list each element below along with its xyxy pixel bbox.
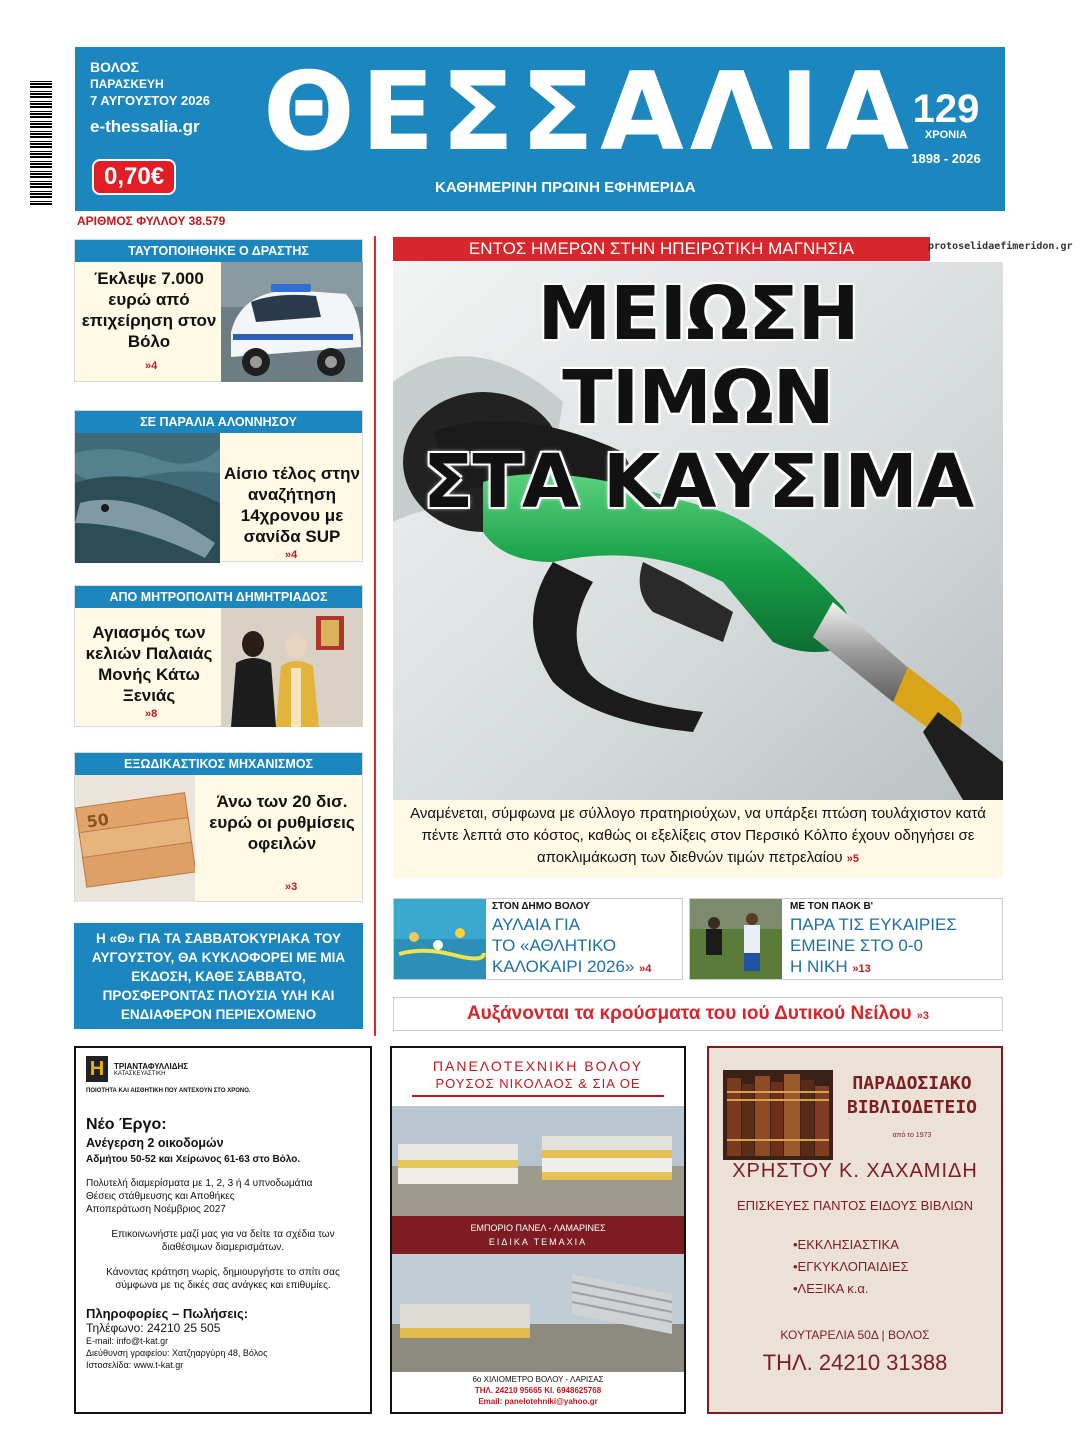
main-lede	[393, 800, 1003, 878]
ad-office: Διεύθυνση γραφείου: Χατζηαργύρη 48, Βόλος	[86, 1348, 268, 1358]
football-photo	[690, 899, 782, 979]
years-word: ΧΡΟΝΙΑ	[924, 129, 968, 141]
weekday: ΠΑΡΑΣΚΕΥΗ	[90, 77, 164, 91]
page-ref: »4	[285, 549, 298, 561]
newspaper-logo: ΘΕΣΣΑΛΙΑ	[263, 50, 916, 175]
watermark: protoselidaefimeridon.gr	[928, 241, 1073, 252]
website-link[interactable]: e-thessalia.gr	[90, 117, 200, 136]
swimming-photo	[394, 899, 486, 979]
ad-feature: Αποπεράτωση Νοέμβριος 2027	[86, 1204, 226, 1215]
panel-stacks-photo	[392, 1106, 684, 1216]
story-headline[interactable]: Αίσιο τέλος στην αναζήτηση 14χρονου με σανίδα SUP	[224, 464, 360, 546]
mini-headline[interactable]	[492, 914, 651, 980]
story-headline[interactable]: Αγιασμός των κελιών Παλαιάς Μονής Κάτω Ξενιάς	[85, 623, 213, 705]
story-box-police[interactable]	[74, 239, 363, 382]
mini-headline-line: ΚΑΛΟΚΑΙΡΙ 2026»	[492, 957, 635, 976]
headline-line-2: ΣΤΑ ΚΑΥΣΙΜΑ	[422, 439, 974, 525]
story-box-debt[interactable]	[74, 752, 363, 902]
main-headline[interactable]	[393, 272, 1003, 524]
clergy-photo	[221, 608, 363, 727]
ad-title: ΠΑΝΕΛΟΤΕΧΝΙΚΗ ΒΟΛΟΥ	[432, 1058, 644, 1074]
band-line: ΕΜΠΟΡΙΟ ΠΑΝΕΛ - ΛΑΜΑΡΙΝΕΣ	[470, 1223, 606, 1233]
page-ref: »8	[145, 708, 158, 720]
mini-headline-line: ΤΟ «ΑΘΛΗΤΙΚΟ	[492, 936, 617, 955]
mini-kicker: ΣΤΟΝ ΔΗΜΟ ΒΟΛΟΥ	[492, 901, 590, 912]
story-box-clergy[interactable]	[74, 585, 363, 727]
ad-web: Ιστοσελίδα: www.t-kat.gr	[86, 1360, 184, 1370]
mini-headline-line: ΕΜΕΙΝΕ ΣΤΟ 0-0	[790, 936, 924, 955]
page-ref: »3	[285, 881, 298, 893]
ad-title-line: ΠΑΡΑΔΟΣΙΑΚΟ	[852, 1073, 972, 1094]
page-ref: »4	[639, 963, 652, 975]
alert-text: Αυξάνονται τα κρούσματα του ιού Δυτικού Νείλου	[466, 1003, 912, 1024]
ad-feature: Πολυτελή διαμερίσματα με 1, 2, 3 ή 4 υπνοδωμάτια	[86, 1178, 313, 1189]
column-divider	[374, 236, 376, 1036]
company-logo-icon: H	[86, 1056, 108, 1082]
ad-services: ΕΠΙΣΚΕΥΕΣ ΠΑΝΤΟΣ ΕΙΔΟΥΣ ΒΙΒΛΙΩΝ	[736, 1198, 973, 1213]
lede-text: Αναμένεται, σύμφωνα με σύλλογο πρατηριούχων, να υπάρξει πτώση τουλάχιστον κατά πέντε λεπτά στο κόστος, καθώς οι εξελίξεις στον Περσικό Κόλπο έχουν οδηγήσει σε αποκλιμάκωση των διεθνών τιμών πετρελαίου	[410, 805, 986, 866]
page-ref: »3	[916, 1010, 930, 1022]
masthead-info	[90, 59, 210, 137]
company-name: ΤΡΙΑΝΤΑΦΥΛΛΙΔΗΣ	[114, 1061, 189, 1071]
story-box-football[interactable]	[689, 898, 1003, 980]
ad-panels[interactable]	[390, 1046, 686, 1414]
ad-phone: Τηλέφωνο: 24210 25 505	[86, 1321, 221, 1335]
ad-email: Email: panelotehniki@yahoo.gr	[478, 1397, 598, 1406]
sup-board-photo	[75, 433, 220, 563]
company-sub: ΚΑΤΑΣΚΕΥΑΣΤΙΚΗ	[114, 1070, 166, 1077]
page-ref: »5	[846, 853, 859, 865]
ad-band	[392, 1216, 684, 1254]
service-item: •ΕΚΚΛΗΣΙΑΣΤΙΚΑ	[793, 1237, 899, 1252]
masthead	[75, 47, 1005, 211]
ad-service-list	[793, 1234, 909, 1300]
page-ref: »13	[852, 963, 871, 975]
ad-features	[86, 1177, 360, 1216]
police-car-photo	[221, 262, 363, 382]
service-item: •ΛΕΞΙΚΑ κ.α.	[793, 1281, 869, 1296]
ad-title	[837, 1072, 987, 1120]
construction-logo	[86, 1056, 360, 1082]
ad-location: 6ο ΧΙΛΙΟΜΕΤΡΟ ΒΟΛΟΥ - ΛΑΡΙΣΑΣ	[472, 1375, 604, 1384]
story-kicker: ΣΕ ΠΑΡΑΛΙΑ ΑΛΟΝΝΗΣΟΥ	[75, 411, 362, 433]
ad-footer	[392, 1374, 684, 1407]
ad-bookbinding[interactable]	[707, 1046, 1003, 1414]
mini-headline-line: ΠΑΡΑ ΤΙΣ ΕΥΚΑΙΡΙΕΣ	[790, 915, 957, 934]
page-ref: »4	[145, 360, 158, 372]
story-headline[interactable]: Έκλεψε 7.000 ευρώ από επιχείρηση στον Βόλο	[81, 269, 217, 351]
story-headline[interactable]: Άνω των 20 δισ. ευρώ οι ρυθμίσεις οφειλών	[209, 792, 355, 853]
band-line: ΕΙΔΙΚΑ ΤΕΜΑΧΙΑ	[488, 1237, 588, 1247]
ad-construction[interactable]	[74, 1046, 372, 1414]
ad-address: ΚΟΥΤΑΡΕΛΙΑ 50Δ | ΒΟΛΟΣ	[780, 1328, 930, 1342]
mini-headline-line: Η ΝΙΚΗ	[790, 957, 848, 976]
ad-feature: Θέσεις στάθμευσης και Αποθήκες	[86, 1191, 235, 1202]
anniversary-badge	[901, 89, 991, 166]
price-badge: 0,70€	[92, 159, 176, 195]
ad-since: από το 1973	[892, 1132, 932, 1139]
ad-info-title: Πληροφορίες – Πωλήσεις:	[86, 1306, 249, 1321]
service-item: •ΕΓΚΥΚΛΟΠΑΙΔΙΕΣ	[793, 1259, 909, 1274]
mini-headline-line: ΑΥΛΑΙΑ ΓΙΑ	[492, 915, 581, 934]
ad-contact-note: Επικοινωνήστε μαζί μας για να δείτε τα σχέδια των διαθέσιμων διαμερισμάτων.	[111, 1229, 335, 1253]
ad-booking-note: Κάνοντας κράτηση νωρίς, δημιουργήστε το σπίτι σας σύμφωνα με τις δικές σας ανάγκες και επιθυμίες.	[106, 1267, 340, 1291]
company-claim: ΠΟΙΟΤΗΤΑ ΚΑΙ ΑΙΣΘΗΤΙΚΗ ΠΟΥ ΑΝΤΕΧΟΥΝ ΣΤΟ ΧΡΟΝΟ.	[86, 1088, 251, 1094]
story-kicker: ΕΞΩΔΙΚΑΣΤΙΚΟΣ ΜΗΧΑΝΙΣΜΟΣ	[75, 753, 362, 775]
story-box-sup[interactable]	[74, 410, 363, 562]
ad-subtitle: ΡΟΥΣΟΣ ΝΙΚΟΛΑΟΣ & ΣΙΑ ΟΕ	[412, 1076, 664, 1097]
ad-email: E-mail: info@t-kat.gr	[86, 1336, 169, 1346]
ad-phones: ΤΗΛ. 24210 95665 ΚΙ. 6948625768	[474, 1386, 602, 1395]
headline-line-1: ΜΕΙΩΣΗ ΤΙΜΩΝ	[537, 271, 859, 441]
ad-phone: ΤΗΛ. 24210 31388	[762, 1350, 948, 1375]
years-number: 129	[912, 87, 980, 131]
city: ΒΟΛΟΣ	[90, 59, 139, 75]
west-nile-alert[interactable]	[393, 997, 1003, 1031]
ad-owner: ΧΡΗΣΤΟΥ Κ. ΧΑΧΑΜΙΔΗ	[732, 1160, 978, 1182]
story-kicker: ΤΑΥΤΟΠΟΙΗΘΗΚΕ Ο ΔΡΑΣΤΗΣ	[75, 240, 362, 262]
weekend-notice: Η «Θ» ΓΙΑ ΤΑ ΣΑΒΒΑΤΟΚΥΡΙΑΚΑ ΤΟΥ ΑΥΓΟΥΣΤΟΥ, ΘΑ ΚΥΚΛΟΦΟΡΕΙ ΜΕ ΜΙΑ ΕΚΔΟΣΗ, ΚΑΘΕ ΣΑΒΒΑΤΟ, ΠΡΟΣΦΕΡΟΝΤΑΣ ΠΛΟΥΣΙΑ ΥΛΗ ΚΑΙ ΕΝΔΙΑΦΕΡΟΝ ΠΕΡΙΕΧΟΜΕΝΟ	[74, 923, 363, 1029]
date: 7 ΑΥΓΟΥΣΤΟΥ 2026	[90, 93, 210, 108]
roof-sheets-photo	[392, 1254, 684, 1372]
years-range: 1898 - 2026	[911, 151, 981, 166]
issue-number: ΑΡΙΘΜΟΣ ΦΥΛΛΟΥ 38.579	[77, 214, 226, 228]
mini-kicker: ΜΕ ΤΟΝ ΠΑΟΚ Β'	[790, 901, 874, 912]
ad-title: Νέο Έργο:	[86, 1116, 167, 1133]
ad-address: Αδμήτου 50-52 και Χείρωνος 61-63 στο Βόλο.	[86, 1154, 301, 1165]
euro-notes-photo	[75, 775, 195, 902]
main-kicker: ΕΝΤΟΣ ΗΜΕΡΩΝ ΣΤΗΝ ΗΠΕΙΡΩΤΙΚΗ ΜΑΓΝΗΣΙΑ	[393, 237, 930, 261]
ad-title-line: ΒΙΒΛΙΟΔΕΤΕΙΟ	[846, 1097, 978, 1118]
old-books-photo	[723, 1070, 833, 1160]
mini-headline[interactable]	[790, 914, 957, 980]
tagline: ΚΑΘΗΜΕΡΙΝΗ ΠΡΩΙΝΗ ΕΦΗΜΕΡΙΔΑ	[435, 179, 696, 196]
story-box-swimming[interactable]	[393, 898, 683, 980]
svg-text:50: 50	[85, 809, 111, 832]
barcode	[30, 80, 52, 205]
story-kicker: ΑΠΟ ΜΗΤΡΟΠΟΛΙΤΗ ΔΗΜΗΤΡΙΑΔΟΣ	[75, 586, 362, 608]
ad-subtitle: Ανέγερση 2 οικοδομών	[86, 1136, 224, 1150]
